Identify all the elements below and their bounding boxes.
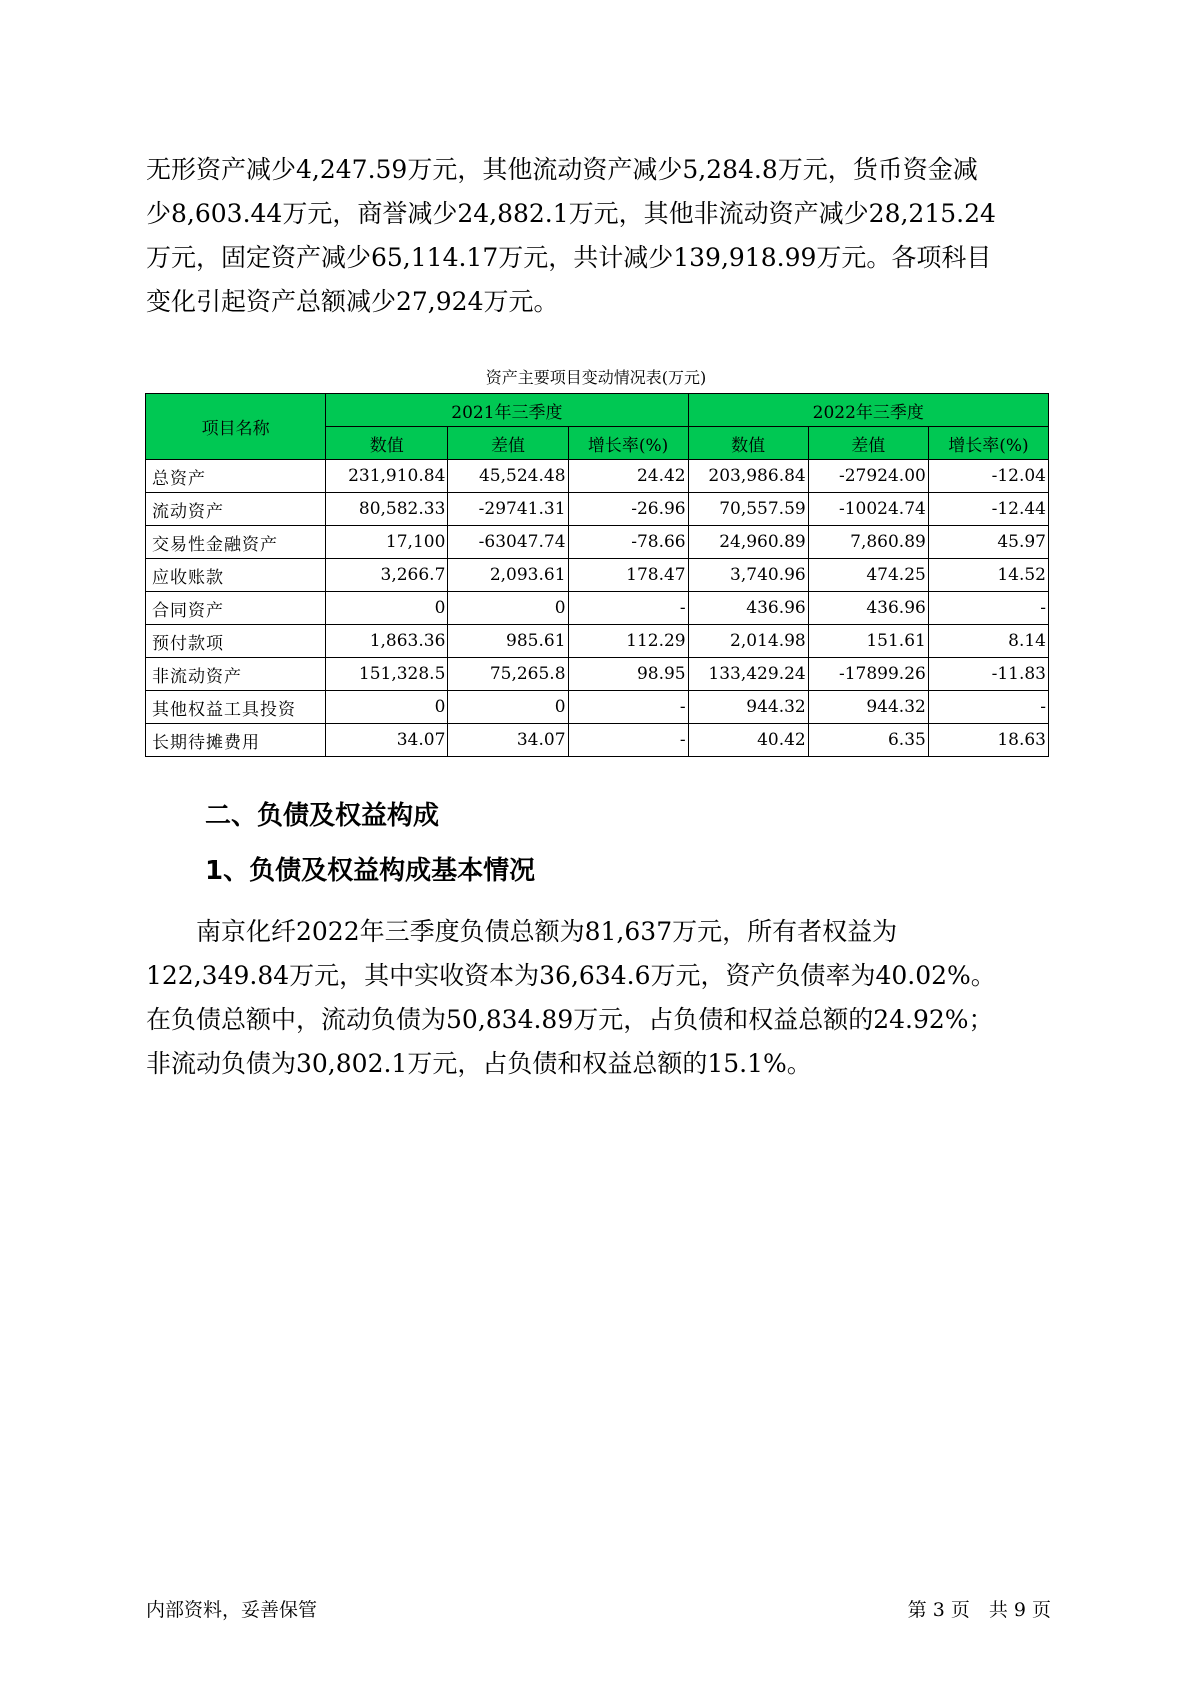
header-diff: 差值 — [808, 427, 928, 460]
cell: 474.25 — [808, 559, 928, 592]
cell: 18.63 — [928, 724, 1048, 757]
row-name: 长期待摊费用 — [146, 724, 326, 757]
cell: 436.96 — [688, 592, 808, 625]
body-line: 南京化纤2022年三季度负债总额为81,637万元，所有者权益为 — [146, 917, 898, 946]
subsection-heading: 1、负债及权益构成基本情况 — [205, 856, 536, 886]
table-row — [146, 724, 1049, 757]
cell: - — [928, 691, 1048, 724]
table-row — [146, 625, 1049, 658]
cell: 34.07 — [326, 724, 448, 757]
cell: 80,582.33 — [326, 493, 448, 526]
cell: -29741.31 — [448, 493, 568, 526]
cell: 0 — [448, 592, 568, 625]
cell: 14.52 — [928, 559, 1048, 592]
cell: 0 — [326, 691, 448, 724]
cell: 2,093.61 — [448, 559, 568, 592]
intro-line: 少8,603.44万元，商誉减少24,882.1万元，其他非流动资产减少28,215.24 — [146, 199, 996, 228]
row-name: 预付款项 — [146, 625, 326, 658]
table-row — [146, 559, 1049, 592]
table-row — [146, 526, 1049, 559]
asset-change-table — [145, 393, 1049, 757]
cell: 133,429.24 — [688, 658, 808, 691]
header-period-2021: 2021年三季度 — [326, 394, 688, 427]
intro-line: 万元，固定资产减少65,114.17万元，共计减少139,918.99万元。各项科目 — [146, 243, 992, 272]
intro-line: 变化引起资产总额减少27,924万元。 — [146, 287, 559, 316]
row-name: 其他权益工具投资 — [146, 691, 326, 724]
cell: 98.95 — [568, 658, 688, 691]
cell: 3,740.96 — [688, 559, 808, 592]
cell: -78.66 — [568, 526, 688, 559]
cell: 203,986.84 — [688, 460, 808, 493]
cell: - — [568, 724, 688, 757]
cell: 944.32 — [808, 691, 928, 724]
liability-paragraph — [146, 910, 1046, 1086]
cell: 151,328.5 — [326, 658, 448, 691]
body-line: 122,349.84万元，其中实收资本为36,634.6万元，资产负债率为40.02%。 — [146, 961, 996, 990]
body-line: 非流动负债为30,802.1万元，占负债和权益总额的15.1%。 — [146, 1049, 812, 1078]
row-name: 流动资产 — [146, 493, 326, 526]
header-value: 数值 — [326, 427, 448, 460]
cell: 231,910.84 — [326, 460, 448, 493]
intro-line: 无形资产减少4,247.59万元，其他流动资产减少5,284.8万元，货币资金减 — [146, 155, 978, 184]
cell: 985.61 — [448, 625, 568, 658]
table-row — [146, 493, 1049, 526]
cell: - — [928, 592, 1048, 625]
cell: 24,960.89 — [688, 526, 808, 559]
cell: - — [568, 691, 688, 724]
cell: -17899.26 — [808, 658, 928, 691]
cell: 3,266.7 — [326, 559, 448, 592]
header-growth: 增长率(%) — [928, 427, 1048, 460]
cell: 45.97 — [928, 526, 1048, 559]
table-row — [146, 592, 1049, 625]
row-name: 交易性金融资产 — [146, 526, 326, 559]
cell: 75,265.8 — [448, 658, 568, 691]
row-name: 总资产 — [146, 460, 326, 493]
cell: 0 — [448, 691, 568, 724]
cell: -63047.74 — [448, 526, 568, 559]
cell: 151.61 — [808, 625, 928, 658]
footer-confidential-note: 内部资料，妥善保管 — [146, 1599, 318, 1621]
section-heading: 二、负债及权益构成 — [205, 801, 440, 831]
cell: -11.83 — [928, 658, 1048, 691]
header-value: 数值 — [688, 427, 808, 460]
cell: 24.42 — [568, 460, 688, 493]
cell: 7,860.89 — [808, 526, 928, 559]
cell: 8.14 — [928, 625, 1048, 658]
row-name: 合同资产 — [146, 592, 326, 625]
cell: 34.07 — [448, 724, 568, 757]
cell: 944.32 — [688, 691, 808, 724]
body-line: 在负债总额中，流动负债为50,834.89万元，占负债和权益总额的24.92%； — [146, 1005, 994, 1034]
cell: 45,524.48 — [448, 460, 568, 493]
footer-page-number: 第 3 页 共 9 页 — [907, 1599, 1051, 1621]
cell: 0 — [326, 592, 448, 625]
cell: -26.96 — [568, 493, 688, 526]
header-period-2022: 2022年三季度 — [688, 394, 1048, 427]
cell: 6.35 — [808, 724, 928, 757]
row-name: 应收账款 — [146, 559, 326, 592]
cell: 178.47 — [568, 559, 688, 592]
cell: 40.42 — [688, 724, 808, 757]
cell: 70,557.59 — [688, 493, 808, 526]
table-row — [146, 658, 1049, 691]
cell: - — [568, 592, 688, 625]
cell: 17,100 — [326, 526, 448, 559]
intro-paragraph — [146, 148, 1046, 324]
cell: 2,014.98 — [688, 625, 808, 658]
header-growth: 增长率(%) — [568, 427, 688, 460]
cell: 112.29 — [568, 625, 688, 658]
cell: -10024.74 — [808, 493, 928, 526]
table-row — [146, 691, 1049, 724]
table-caption: 资产主要项目变动情况表(万元) — [485, 368, 707, 387]
header-diff: 差值 — [448, 427, 568, 460]
cell: 1,863.36 — [326, 625, 448, 658]
cell: -12.04 — [928, 460, 1048, 493]
cell: -27924.00 — [808, 460, 928, 493]
header-item-name: 项目名称 — [146, 394, 326, 460]
cell: -12.44 — [928, 493, 1048, 526]
row-name: 非流动资产 — [146, 658, 326, 691]
cell: 436.96 — [808, 592, 928, 625]
table-row — [146, 460, 1049, 493]
